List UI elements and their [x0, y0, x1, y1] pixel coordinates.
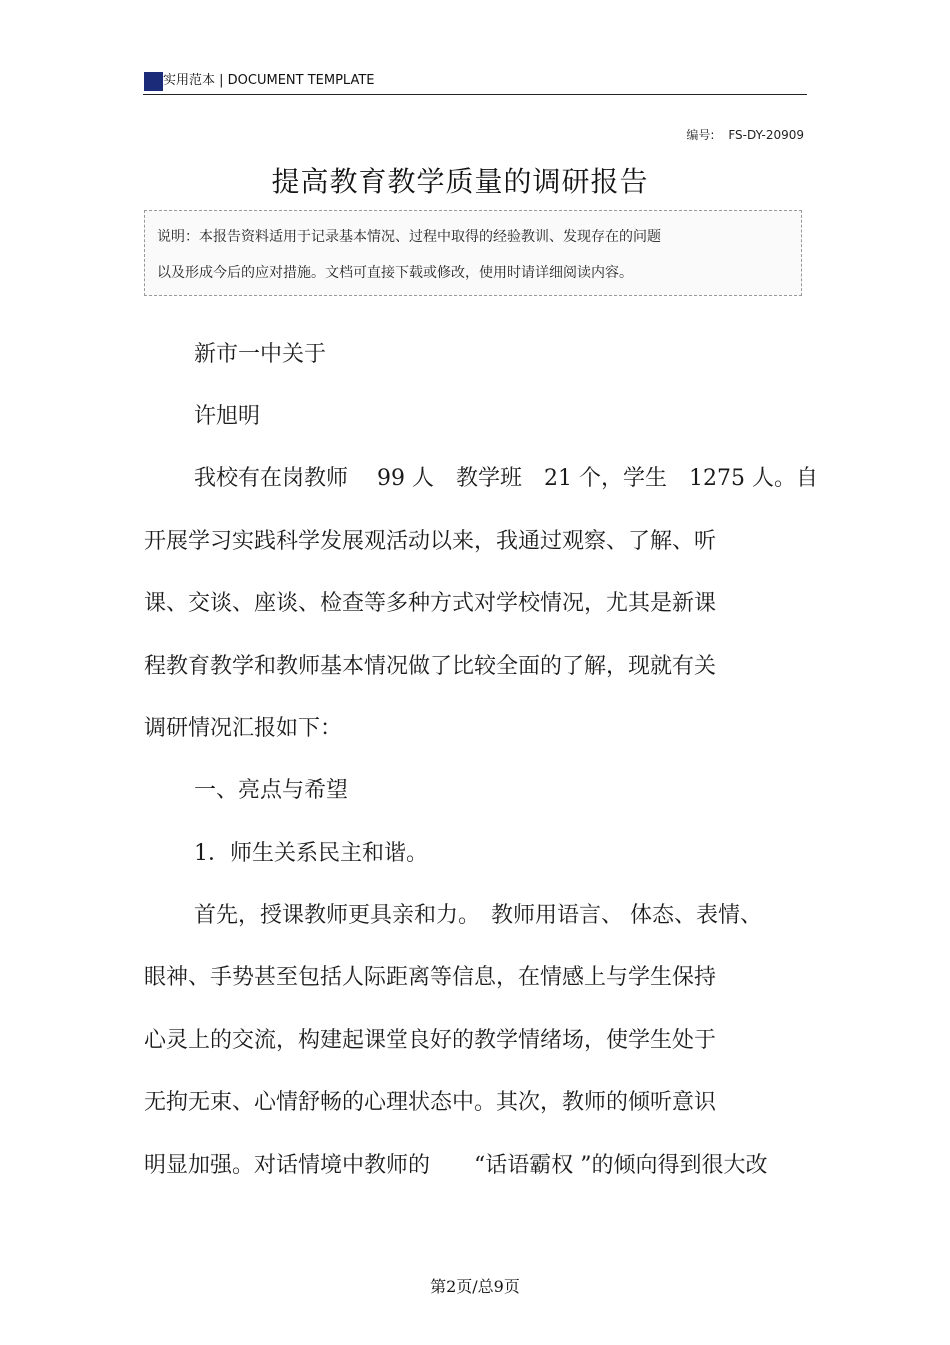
body-line: 课、交谈、座谈、检查等多种方式对学校情况，尤其是新课 [144, 591, 717, 616]
body-line: 许旭明 [194, 404, 261, 429]
body-line: 首先，授课教师更具亲和力。 教师用语言、 体态、表情、 [194, 903, 762, 928]
header-text: 实用范本 | DOCUMENT TEMPLATE [163, 73, 375, 88]
body-line: 新市一中关于 [194, 342, 327, 367]
description-line-2: 以及形成今后的应对措施。文档可直接下载或修改，使用时请详细阅读内容。 [157, 265, 633, 281]
subsection-heading: 1．师生关系民主和谐。 [194, 841, 428, 866]
section-heading: 一、亮点与希望 [194, 778, 349, 803]
body-line: 无拘无束、心情舒畅的心理状态中。其次，教师的倾听意识 [144, 1090, 717, 1115]
document-number-value: FS-DY-20909 [728, 128, 804, 142]
page-header [143, 68, 807, 95]
description-line-1: 说明：本报告资料适用于记录基本情况、过程中取得的经验教训、发现存在的问题 [157, 229, 661, 245]
body-line: 程教育教学和教师基本情况做了比较全面的了解，现就有关 [144, 654, 717, 679]
body-line: 眼神、手势甚至包括人际距离等信息，在情感上与学生保持 [144, 965, 717, 990]
body-line: 开展学习实践科学发展观活动以来，我通过观察、了解、听 [144, 529, 717, 554]
document-number [686, 126, 804, 143]
page-footer: 第2页/总9页 [430, 1277, 520, 1296]
document-title: 提高教育教学质量的调研报告 [271, 165, 649, 198]
body-line: 心灵上的交流，构建起课堂良好的教学情绪场，使学生处于 [144, 1028, 717, 1053]
body-line: 我校有在岗教师 99 人 教学班 21 个，学生 1275 人。自 [194, 466, 818, 491]
document-number-label: 编号: [686, 128, 715, 142]
body-line: 明显加强。对话情境中教师的 “话语霸权 ”的倾向得到很大改 [144, 1153, 768, 1178]
brand-logo-square [144, 72, 163, 91]
body-line: 调研情况汇报如下： [144, 716, 343, 741]
description-box [144, 210, 802, 296]
